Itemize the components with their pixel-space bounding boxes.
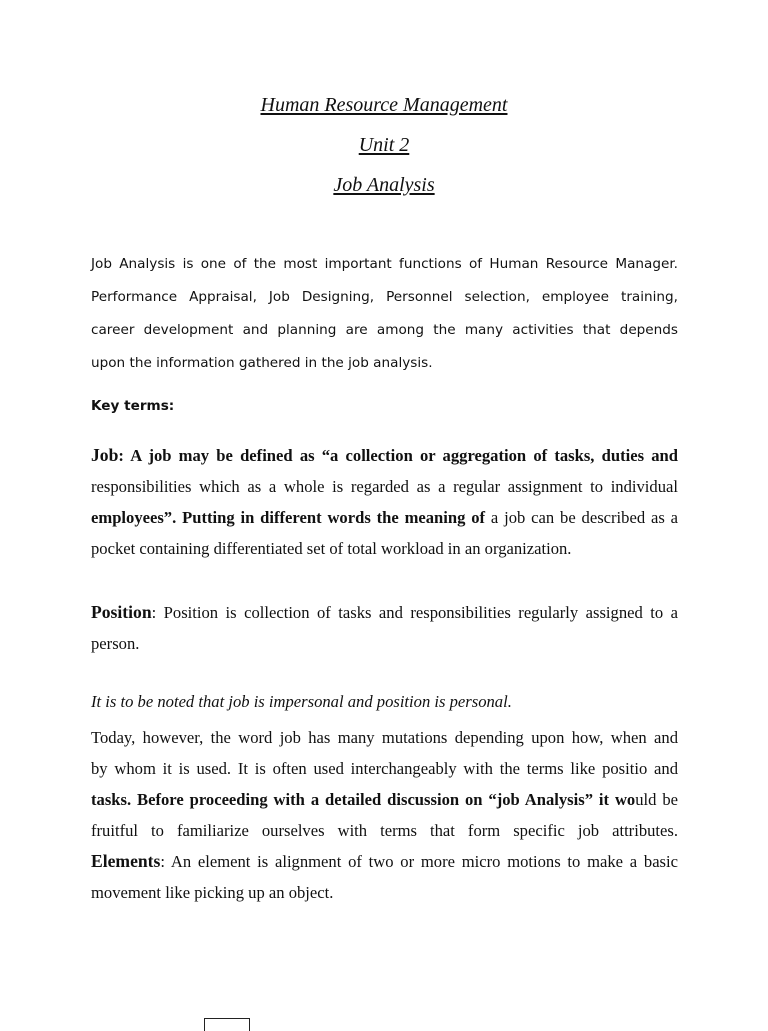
intro-line: Performance Appraisal, Job Designing, Personnel selection, employee training, (91, 289, 678, 305)
elements-term: Elements (91, 851, 161, 871)
job-line-2: responsibilities which as a whole is regarded as a regular assignment to individual (91, 477, 678, 496)
today-line-2: by whom it is used. It is often used interchangeably with the terms like positio and (91, 759, 678, 778)
job-bold-text: employees”. Putting in different words the meaning of (91, 508, 486, 527)
position-definition (91, 597, 678, 659)
intro-line: career development and planning are among the many activities that depends (91, 322, 678, 338)
today-line-3 (91, 784, 678, 815)
key-terms-heading: Key terms: (91, 398, 175, 414)
elements-definition-text: : An element is alignment of two or more micro motions to make a basic (160, 852, 678, 871)
job-line-4: pocket containing differentiated set of total workload in an organization. (91, 539, 572, 558)
today-line-3-rest: uld be (635, 790, 679, 809)
topic-title: Job Analysis (333, 174, 435, 196)
job-line-3-rest: a job can be described as a (485, 508, 678, 527)
job-term: Job (91, 445, 119, 465)
job-line-3 (91, 502, 678, 533)
italic-note: It is to be noted that job is impersonal and position is personal. (91, 692, 512, 711)
footer-box (204, 1018, 250, 1031)
course-title: Human Resource Management (260, 94, 508, 116)
position-term: Position (91, 602, 152, 622)
unit-title: Unit 2 (358, 134, 410, 156)
today-bold-text: tasks. Before proceeding with a detailed discussion on “job Analysis” it wo (91, 790, 636, 809)
elements-line-2: movement like picking up an object. (91, 883, 334, 902)
today-paragraph (91, 722, 678, 908)
today-line-4: fruitful to familiarize ourselves with terms that form specific job attributes. (91, 821, 678, 840)
position-line-2: person. (91, 634, 140, 653)
today-line-1: Today, however, the word job has many mutations depending upon how, when and (91, 728, 678, 747)
job-line-1 (91, 440, 678, 471)
job-definition-text: : A job may be defined as “a collection or aggregation of tasks, duties and (118, 446, 678, 465)
intro-line: Job Analysis is one of the most important functions of Human Resource Manager. (91, 256, 678, 272)
position-definition-text: : Position is collection of tasks and responsibilities regularly assigned to a (151, 603, 678, 622)
position-line-1 (91, 597, 678, 628)
intro-line: upon the information gathered in the job analysis. (91, 355, 433, 371)
job-definition (91, 440, 678, 564)
elements-line-1 (91, 846, 678, 877)
intro-paragraph (91, 248, 678, 380)
